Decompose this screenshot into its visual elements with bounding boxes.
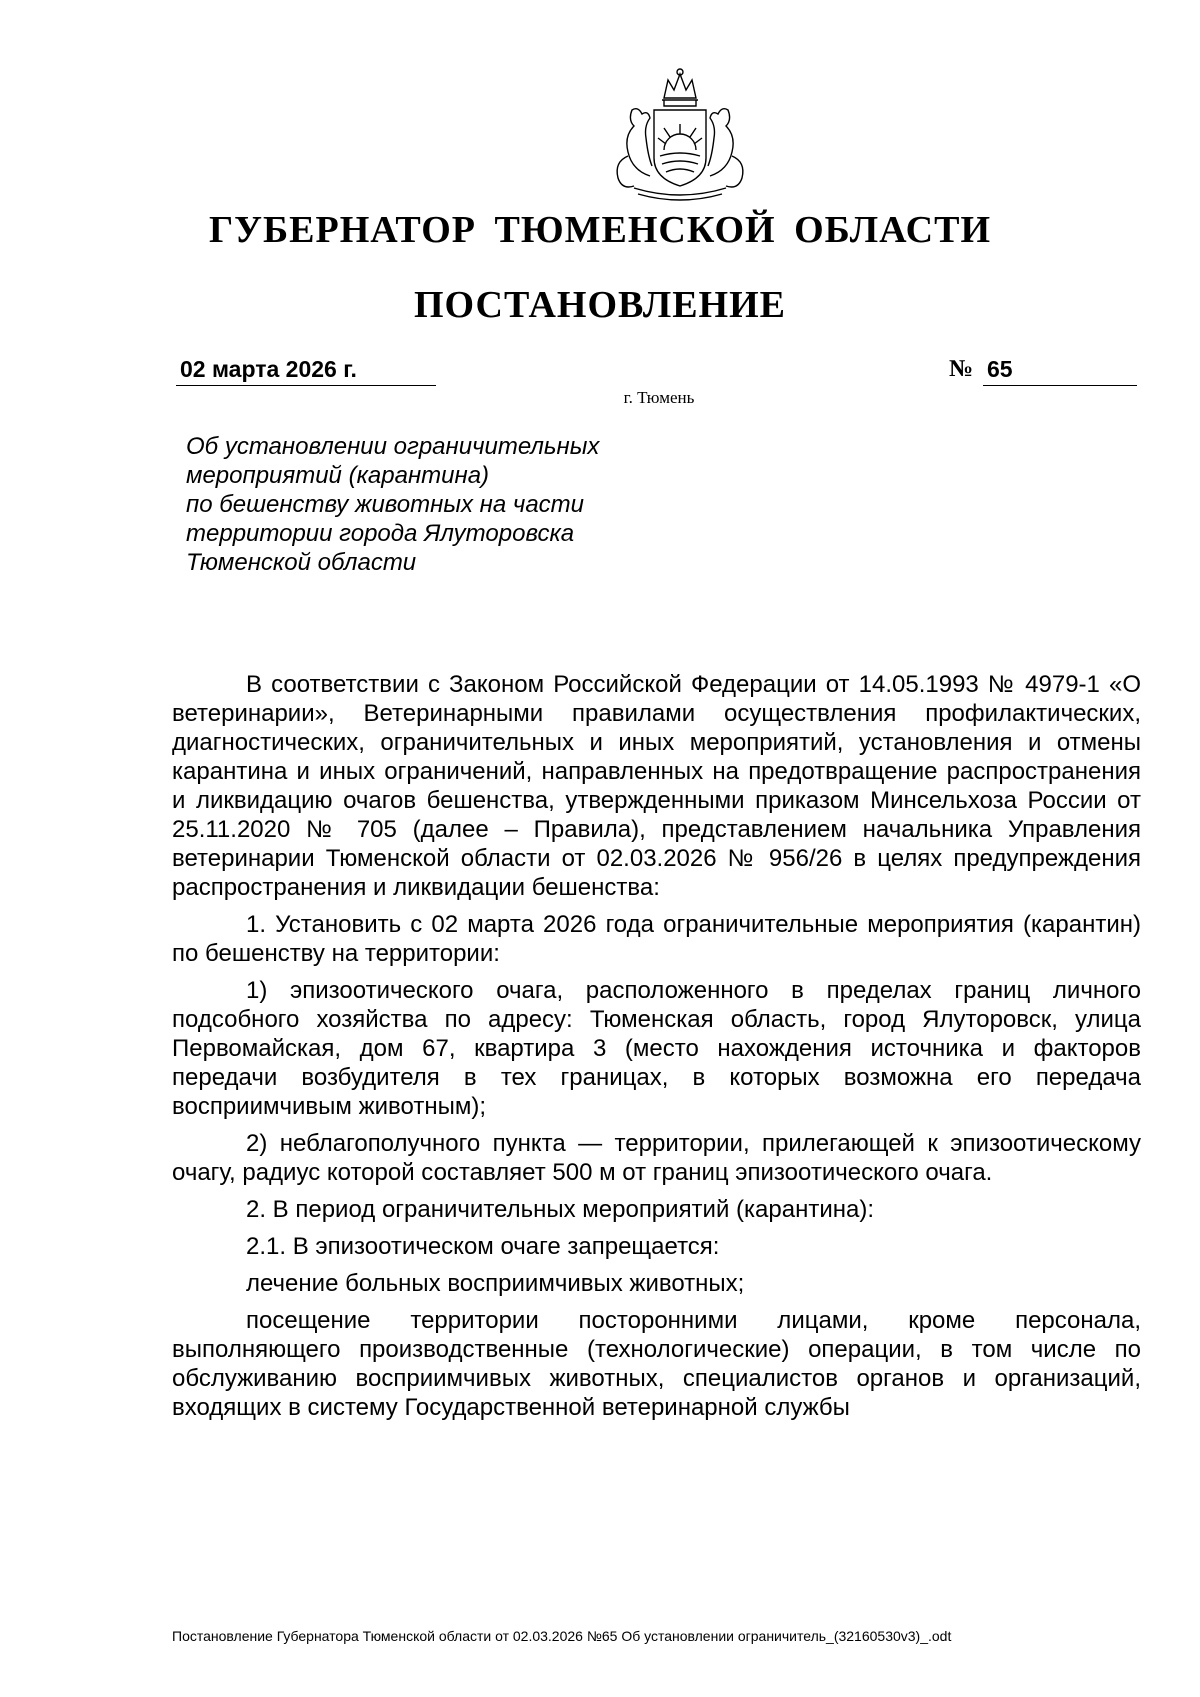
document-city: г. Тюмень bbox=[623, 388, 695, 407]
document-type-title: ПОСТАНОВЛЕНИЕ bbox=[413, 284, 787, 326]
body-paragraph: 2.1. В эпизоотическом очаге запрещается: bbox=[246, 1233, 720, 1260]
document-date: 02 марта 2026 г. bbox=[176, 356, 436, 386]
org-title: ГУБЕРНАТОР ТЮМЕНСКОЙ ОБЛАСТИ bbox=[208, 209, 992, 251]
document-number-label: № bbox=[949, 356, 974, 382]
body-paragraph: 1. Установить с 02 марта 2026 года ограничительные мероприятия (карантин) по бешенству на территории: bbox=[172, 911, 1141, 967]
body-paragraph: 2. В период ограничительных мероприятий (карантина): bbox=[246, 1196, 875, 1223]
subject-line: по бешенству животных на части bbox=[186, 491, 585, 518]
subject-line: Тюменской области bbox=[186, 549, 417, 576]
coat-of-arms-icon bbox=[604, 66, 756, 202]
body-paragraph: лечение больных восприимчивых животных; bbox=[246, 1270, 745, 1297]
body-paragraph: посещение территории посторонними лицами, кроме персонала, выполняющего производственные (технологические) операции, в том числе по обслуживанию восприимчивых животных, специалистов органов и организаций, входящих в систему Государственной ветеринарной службы bbox=[172, 1307, 1141, 1421]
body-paragraph: 2) неблагополучного пункта — территории, прилегающей к эпизоотическому очагу, радиус которой составляет 500 м от границ эпизоотического очага. bbox=[172, 1130, 1141, 1186]
body-paragraph: 1) эпизоотического очага, расположенного в пределах границ личного подсобного хозяйства по адресу: Тюменская область, город Ялуторовск, улица Первомайская, дом 67, квартира 3 (место нахождения источника и факторов передачи возбудителя в тех границах, в которых возможна его передача восприимчивым животным); bbox=[172, 977, 1141, 1120]
page-footer: Постановление Губернатора Тюменской области от 02.03.2026 №65 Об установлении ограничитель_(32160530v3)_.odt bbox=[172, 1628, 952, 1644]
body-paragraph: В соответствии с Законом Российской Федерации от 14.05.1993 № 4979-1 «О ветеринарии», Ветеринарными правилами осуществления профилактических, диагностических, ограничительных и иных мероприятий, установления и отмены карантина и иных ограничений, направленных на предотвращение распространения и ликвидацию очагов бешенства, утвержденными приказом Минсельхоза России от 25.11.2020 № 705 (далее – Правила), представлением начальника Управления ветеринарии Тюменской области от 02.03.2026 № 956/26 в целях предупреждения распространения и ликвидации бешенства: bbox=[172, 671, 1141, 901]
subject-line: территории города Ялуторовска bbox=[186, 520, 575, 547]
document-body bbox=[172, 670, 1141, 1430]
subject-line: мероприятий (карантина) bbox=[186, 462, 490, 489]
document-subject bbox=[186, 432, 666, 577]
document-number: 65 bbox=[983, 356, 1137, 386]
subject-line: Об установлении ограничительных bbox=[186, 433, 600, 460]
